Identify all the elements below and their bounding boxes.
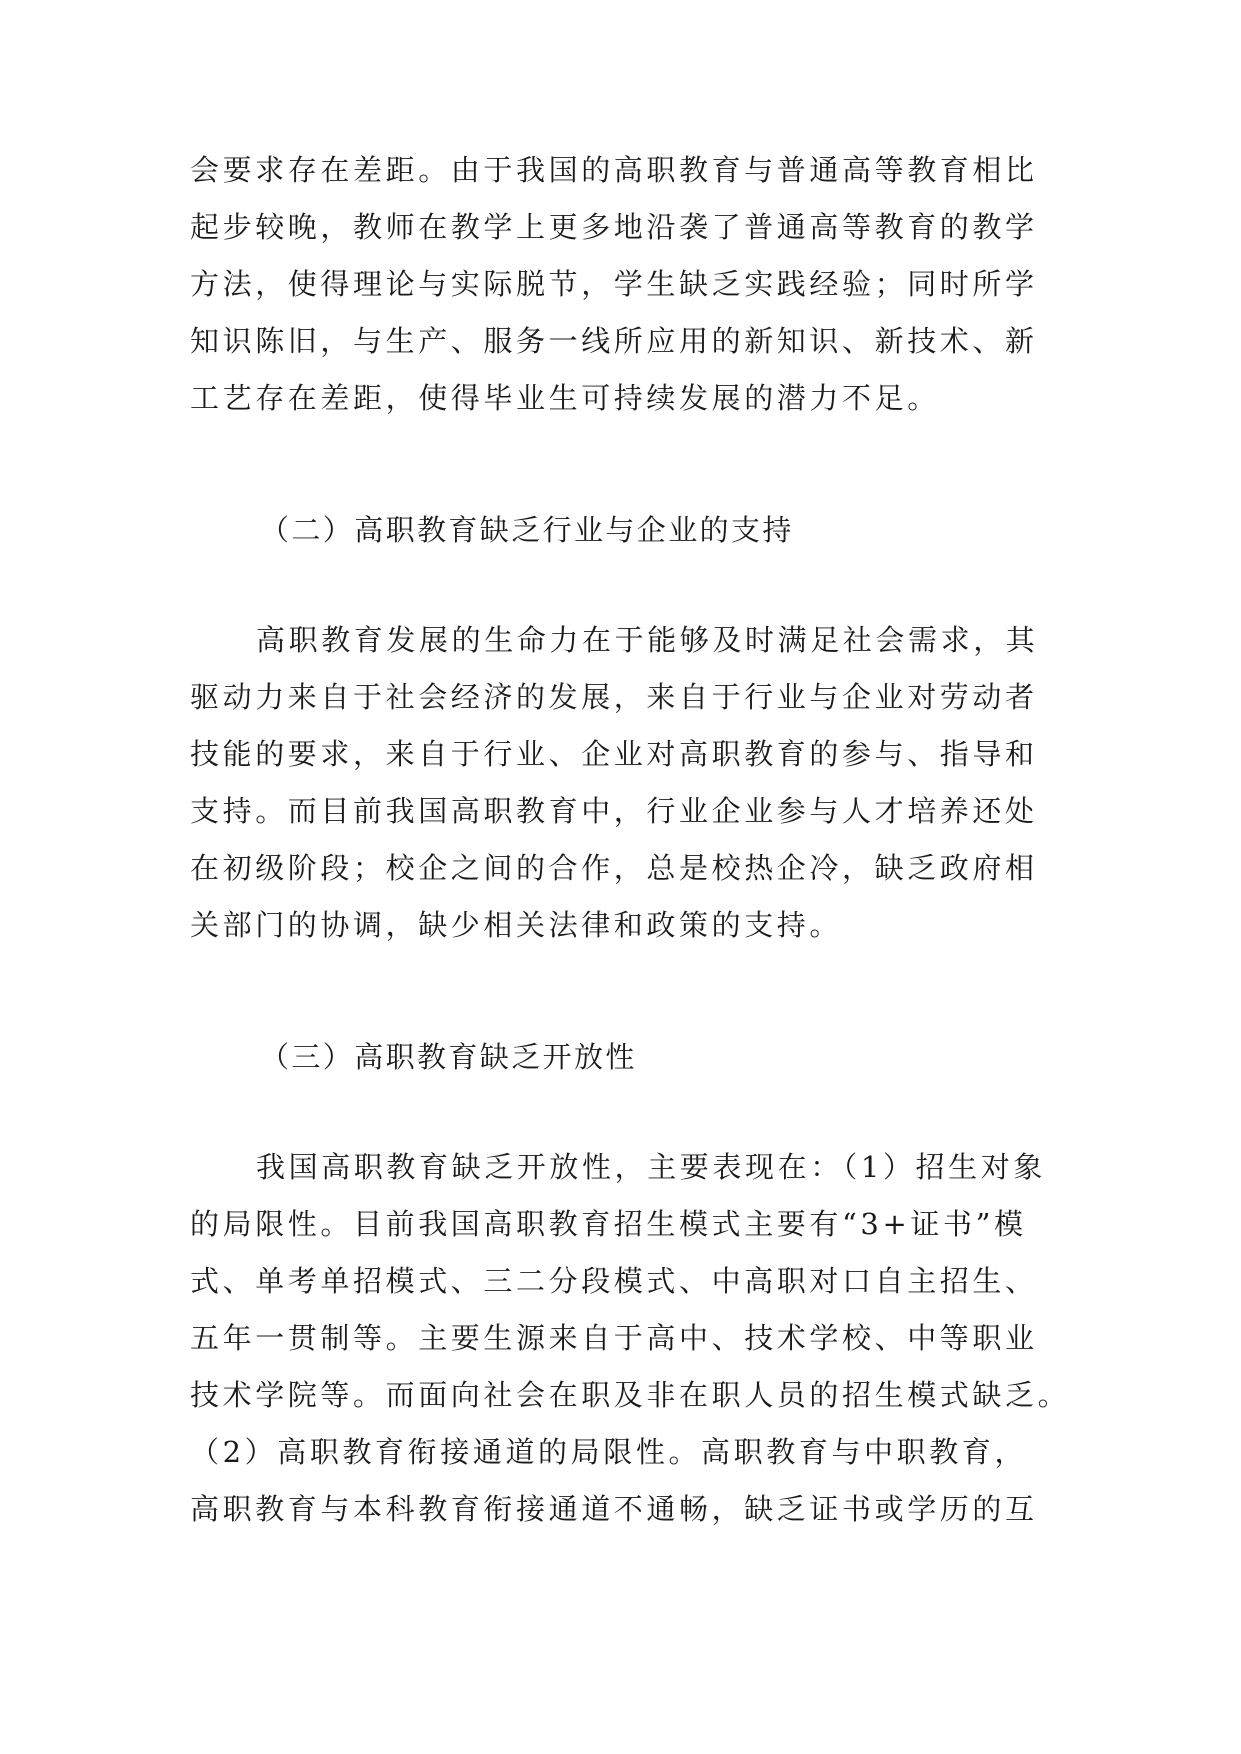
paragraph2-line-6: 关部门的协调，缺少相关法律和政策的支持。 [190, 908, 843, 942]
paragraph3-line-6: （2）高职教育衔接通道的局限性。高职教育与中职教育， [190, 1435, 1028, 1469]
paragraph1-line-3: 方法，使得理论与实际脱节，学生缺乏实践经验；同时所学 [190, 267, 1038, 301]
paragraph2-line-4: 支持。而目前我国高职教育中，行业企业参与人才培养还处 [190, 794, 1038, 828]
paragraph2-line-1: 高职教育发展的生命力在于能够及时满足社会需求，其 [256, 623, 1039, 657]
paragraph1-line-2: 起步较晚，教师在教学上更多地沿袭了普通高等教育的教学 [190, 210, 1038, 244]
paragraph2-line-3: 技能的要求，来自于行业、企业对高职教育的参与、指导和 [190, 737, 1038, 771]
paragraph3-line-3: 式、单考单招模式、三二分段模式、中高职对口自主招生、 [190, 1264, 1038, 1298]
paragraph3-line-2: 的局限性。目前我国高职教育招生模式主要有“3+证书”模 [190, 1207, 1027, 1241]
paragraph3-line-4: 五年一贯制等。主要生源来自于高中、技术学校、中等职业 [190, 1321, 1038, 1355]
section-heading-3: （三）高职教育缺乏开放性 [260, 1040, 637, 1074]
paragraph3-line-7: 高职教育与本科教育衔接通道不通畅，缺乏证书或学历的互 [190, 1492, 1038, 1526]
paragraph3-line-1: 我国高职教育缺乏开放性，主要表现在：（1）招生对象 [256, 1150, 1046, 1184]
paragraph1-line-1: 会要求存在差距。由于我国的高职教育与普通高等教育相比 [190, 153, 1038, 187]
paragraph2-line-5: 在初级阶段；校企之间的合作，总是校热企冷，缺乏政府相 [190, 851, 1038, 885]
paragraph1-line-4: 知识陈旧，与生产、服务一线所应用的新知识、新技术、新 [190, 324, 1038, 358]
paragraph3-line-5: 技术学院等。而面向社会在职及非在职人员的招生模式缺乏。 [190, 1378, 1071, 1412]
section-heading-2: （二）高职教育缺乏行业与企业的支持 [260, 513, 794, 547]
paragraph1-line-5: 工艺存在差距，使得毕业生可持续发展的潜力不足。 [190, 381, 940, 415]
paragraph2-line-2: 驱动力来自于社会经济的发展，来自于行业与企业对劳动者 [190, 680, 1038, 714]
